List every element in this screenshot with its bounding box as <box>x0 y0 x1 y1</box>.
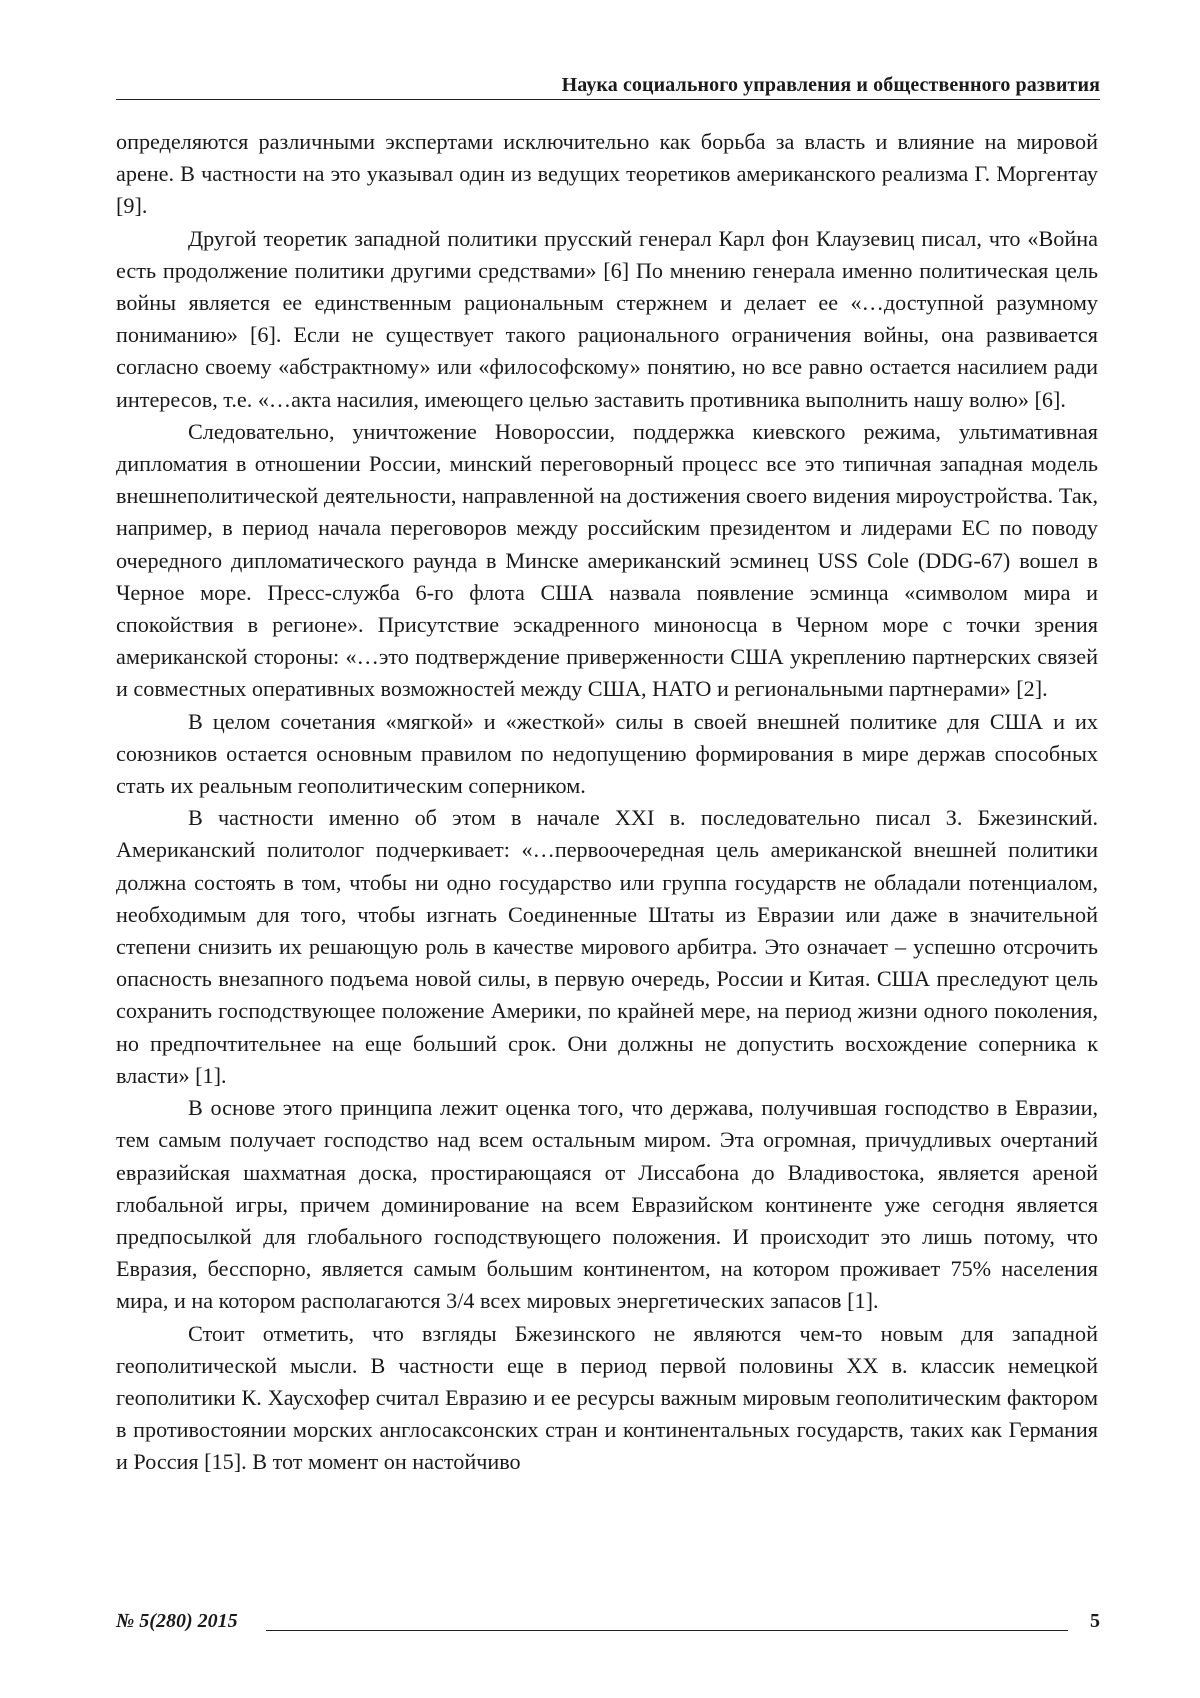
paragraph-soft-hard-power: В целом сочетания «мягкой» и «жесткой» силы в своей внешней политике для США и их союзников остается основным правилом по недопущению формирования в мире держав способных стать их реальным геополитическим соперником. <box>116 706 1098 803</box>
header-divider <box>116 99 1100 100</box>
article-body <box>116 126 1098 1479</box>
page-footer <box>116 1610 1100 1640</box>
paragraph-brzezinski: В частности именно об этом в начале XXI в. последовательно писал З. Бжезинский. Американский политолог подчеркивает: «…первоочередная цель американской внешней политики должна состоять в том, чтобы ни одно государство или группа государств не обладали потенциалом, необходимым для того, чтобы изгнать Соединенные Штаты из Евразии или даже в значительной степени снизить их решающую роль в качестве мирового арбитра. Это означает – успешно отсрочить опасность внезапного подъема новой силы, в первую очередь, России и Китая. США преследуют цель сохранить господствующее положение Америки, по крайней мере, на период жизни одного поколения, но предпочтительнее на еще больший срок. Они должны не допустить восхождение соперника к власти» [1]. <box>116 802 1098 1092</box>
journal-title: Наука социального управления и общественного развития <box>562 74 1100 97</box>
running-header <box>116 70 1100 100</box>
paragraph-continuation: определяются различными экспертами исключительно как борьба за власть и влияние на мировой арене. В частности на это указывал один из ведущих теоретиков американского реализма Г. Моргентау [9]. <box>116 126 1098 223</box>
page-number: 5 <box>1090 1610 1100 1633</box>
paragraph-clausewitz: Другой теоретик западной политики прусский генерал Карл фон Клаузевиц писал, что «Война есть продолжение политики другими средствами» [6] По мнению генерала именно политическая цель войны является ее единственным рациональным стержнем и делает ее «…доступной разумному пониманию» [6]. Если не существует такого рационального ограничения войны, она развивается согласно своему «абстрактному» или «философскому» понятию, но все равно остается насилием ради интересов, т.е. «…акта насилия, имеющего целью заставить противника выполнить нашу волю» [6]. <box>116 223 1098 416</box>
footer-divider <box>266 1630 1068 1631</box>
issue-number: № 5(280) 2015 <box>116 1610 238 1633</box>
paragraph-novorossiya: Следовательно, уничтожение Новороссии, поддержка киевского режима, ультимативная дипломатия в отношении России, минский переговорный процесс все это типичная западная модель внешнеполитической деятельности, направленной на достижения своего видения мироустройства. Так, например, в период начала переговоров между российским президентом и лидерами ЕС по поводу очередного дипломатического раунда в Минске американский эсминец USS Cole (DDG-67) вошел в Черное море. Пресс-служба 6-го флота США назвала появление эсминца «символом мира и спокойствия в регионе». Присутствие эскадренного миноносца в Черном море с точки зрения американской стороны: «…это подтверждение приверженности США укреплению партнерских связей и совместных оперативных возможностей между США, НАТО и региональными партнерами» [2]. <box>116 416 1098 706</box>
paragraph-eurasia: В основе этого принципа лежит оценка того, что держава, получившая господство в Евразии, тем самым получает господство над всем остальным миром. Эта огромная, причудливых очертаний евразийская шахматная доска, простирающаяся от Лиссабона до Владивостока, является ареной глобальной игры, причем доминирование на всем Евразийском континенте уже сегодня является предпосылкой для глобального господствующего положения. И происходит это лишь потому, что Евразия, бесспорно, является самым большим континентом, на котором проживает 75% населения мира, и на котором располагаются 3/4 всех мировых энергетических запасов [1]. <box>116 1092 1098 1317</box>
paragraph-haushofer: Стоит отметить, что взгляды Бжезинского не являются чем-то новым для западной геополитической мысли. В частности еще в период первой половины XX в. классик немецкой геополитики К. Хаусхофер считал Евразию и ее ресурсы важным мировым геополитическим фактором в противостоянии морских англосаксонских стран и континентальных государств, таких как Германия и Россия [15]. В тот момент он настойчиво <box>116 1318 1098 1479</box>
